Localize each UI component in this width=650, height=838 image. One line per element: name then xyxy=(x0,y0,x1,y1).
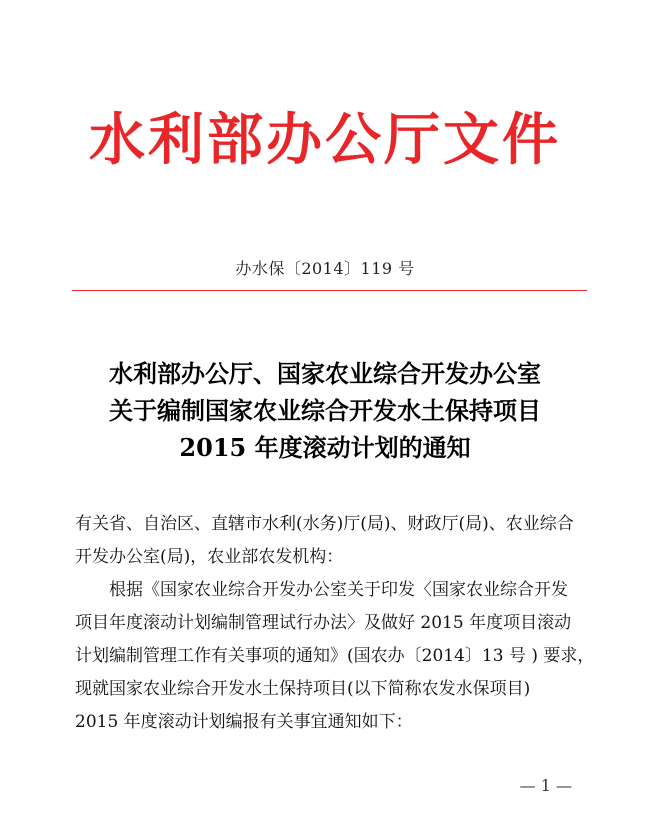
body-line-5: 2015 年度滚动计划编报有关事宜通知如下： xyxy=(75,712,413,732)
title-line-2: 关于编制国家农业综合开发水土保持项目 xyxy=(109,396,541,425)
page-number: — 1 — xyxy=(519,776,572,795)
addressee-line-1: 有关省、自治区、直辖市水利(水务)厅(局)、财政厅(局)、农业综合 xyxy=(75,514,574,534)
body-line-1: 根据《国家农业综合开发办公室关于印发〈国家农业综合开发 xyxy=(109,580,568,600)
body-line-2: 项目年度滚动计划编制管理试行办法〉及做好 2015 年度项目滚动 xyxy=(75,613,572,633)
document-number: 办水保〔2014〕119 号 xyxy=(235,259,415,278)
masthead-title: 水利部办公厅文件 xyxy=(89,108,561,173)
notice-body xyxy=(75,508,595,739)
title-line-1: 水利部办公厅、国家农业综合开发办公室 xyxy=(109,359,541,388)
body-line-4: 现就国家农业综合开发水土保持项目(以下简称农发水保项目) xyxy=(75,679,531,699)
body-line-3: 计划编制管理工作有关事项的通知》(国农办〔2014〕13 号 ) 要求， xyxy=(75,646,595,666)
addressee-line-2: 开发办公室(局)，农业部农发机构： xyxy=(75,547,344,567)
notice-title xyxy=(0,355,650,466)
red-divider-line xyxy=(72,290,587,291)
title-line-3: 2015 年度滚动计划的通知 xyxy=(179,433,471,462)
